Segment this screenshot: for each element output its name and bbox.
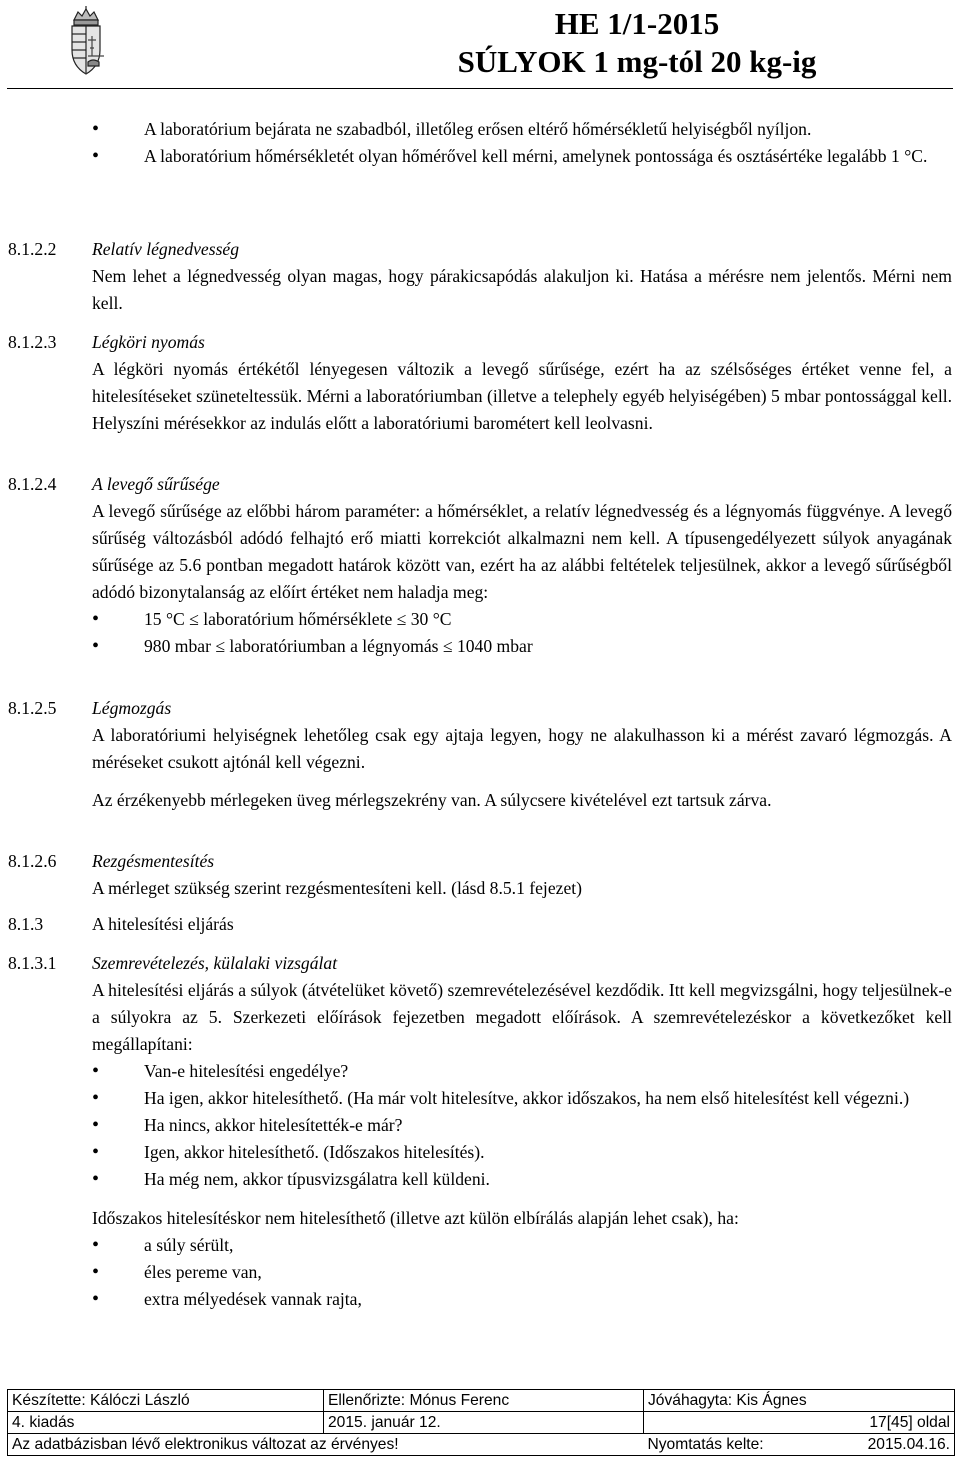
section-text-2: Időszakos hitelesítéskor nem hitelesíthető (illetve azt külön elbírálás alapján lehet csak), ha:	[92, 1208, 739, 1228]
section-title: Rezgésmentesítés	[92, 851, 215, 871]
document-subject: SÚLYOK 1 mg-tól 20 kg-ig	[457, 44, 817, 79]
section-8-1-2-6	[8, 848, 952, 902]
section-title: Szemrevételezés, külalaki vizsgálat	[92, 953, 338, 973]
footer-date: 2015. január 12.	[324, 1412, 644, 1434]
section-number: 8.1.2.5	[8, 698, 57, 718]
section-text: A mérleget szükség szerint rezgésmentesíteni kell. (lásd 8.5.1 fejezet)	[92, 878, 582, 898]
section-text: A levegő sűrűsége az előbbi három paraméter: a hőmérséklet, a relatív légnedvesség és a légnyomás függvénye. A levegő sűrűség változásból adódó felhajtó erő miatti korrekciót alkalmazni nem kell. A típusengedélyezett súlyok anyagának sűrűsége az 5.6 pontban megadott határok között van, ezért ha az alábbi feltételek teljesülnek, akkor a levegő sűrűségből adódó bizonytalanság az előírt értéket nem haladja meg:	[92, 501, 952, 602]
footer-approved-by: Jóváhagyta: Kis Ágnes	[644, 1390, 955, 1412]
section-8-1-2-5	[8, 695, 952, 814]
page-footer	[7, 1389, 954, 1456]
list-item: • a súly sérült,	[92, 1232, 952, 1259]
list-item: • Van-e hitelesítési engedélye?	[92, 1058, 952, 1085]
document-title	[372, 4, 902, 82]
list-item: • A laboratórium bejárata ne szabadból, illetőleg erősen eltérő hőmérsékletű helyiségből nyíljon.	[92, 116, 952, 143]
bullet-list-top	[92, 116, 952, 170]
section-number: 8.1.2.2	[8, 239, 57, 259]
section-8-1-3	[8, 911, 952, 938]
list-item: • éles pereme van,	[92, 1259, 952, 1286]
list-item: • Igen, akkor hitelesíthető. (Időszakos hitelesítés).	[92, 1139, 952, 1166]
list-item: • Ha még nem, akkor típusvizsgálatra kell küldeni.	[92, 1166, 952, 1193]
list-item: • extra mélyedések vannak rajta,	[92, 1286, 952, 1313]
section-title: Relatív légnedvesség	[92, 239, 240, 259]
section-text: A laboratóriumi helyiségnek lehetőleg csak egy ajtaja legyen, hogy ne alakulhasson ki a mérést zavaró légmozgás. A méréseket csukott ajtónál kell végezni.	[92, 725, 952, 772]
footer-checked-by: Ellenőrizte: Mónus Ferenc	[324, 1390, 644, 1412]
section-8-1-2-2	[8, 236, 952, 317]
section-title: Légmozgás	[92, 698, 172, 718]
section-number: 8.1.2.4	[8, 474, 57, 494]
list-item: • 15 °C ≤ laboratórium hőmérséklete ≤ 30 °C	[92, 606, 952, 633]
section-number: 8.1.2.6	[8, 851, 57, 871]
footer-prepared-by: Készítette: Kálóczi László	[8, 1390, 324, 1412]
list-item: • Ha nincs, akkor hitelesítették-e már?	[92, 1112, 952, 1139]
section-text: A hitelesítési eljárás a súlyok (átvételüket követő) szemrevételezésével kezdődik. Itt kell megvizsgálni, hogy teljesülnek-e a súlyokra az 5. Szerkezeti előírások fejezetben megadott előírások. A szemrevételezéskor a következőket kell megállapítani:	[92, 980, 952, 1054]
page-header	[0, 0, 960, 92]
section-title: Légköri nyomás	[92, 332, 205, 352]
section-title: A hitelesítési eljárás	[92, 914, 234, 934]
footer-table	[7, 1389, 955, 1456]
footer-print-date: 2015.04.16.	[867, 1436, 950, 1453]
hungarian-coat-of-arms-icon	[66, 6, 106, 78]
footer-page-number: 17[45] oldal	[644, 1412, 955, 1434]
footer-print-info	[644, 1434, 955, 1456]
list-item: • Ha igen, akkor hitelesíthető. (Ha már volt hitelesítve, akkor időszakos, ha nem első hitelesítést kell végezni.)	[92, 1085, 952, 1112]
list-item: • 980 mbar ≤ laboratóriumban a légnyomás ≤ 1040 mbar	[92, 633, 952, 660]
section-text: Nem lehet a légnedvesség olyan magas, hogy párakicsapódás alakuljon ki. Hatása a mérésre nem jelentős. Mérni nem kell.	[92, 266, 952, 313]
document-code: HE 1/1-2015	[554, 6, 720, 41]
list-item: • A laboratórium hőmérsékletét olyan hőmérővel kell mérni, amelynek pontossága és osztásértéke legalább 1 °C.	[92, 143, 952, 170]
section-8-1-2-4	[8, 471, 952, 660]
footer-print-label: Nyomtatás kelte:	[647, 1436, 764, 1453]
footer-validity-note: Az adatbázisban lévő elektronikus változat az érvényes!	[8, 1434, 644, 1456]
section-number: 8.1.2.3	[8, 332, 57, 352]
section-text: A légköri nyomás értékétől lényegesen változik a levegő sűrűsége, ezért ha az szélsőséges értéket venne fel, a hitelesítéseket szüneteltessük. Mérni a laboratóriumban (illetve a telephely egyéb helyiségében) 5 mbar pontossággal kell. Helyszíni mérésekkor az indulás előtt a laboratóriumi barométert kell leolvasni.	[92, 359, 952, 433]
section-number: 8.1.3	[8, 914, 44, 934]
section-number: 8.1.3.1	[8, 953, 57, 973]
section-text-2: Az érzékenyebb mérlegeken üveg mérlegszekrény van. A súlycsere kivételével ezt tartsuk zárva.	[92, 790, 772, 810]
section-title: A levegő sűrűsége	[92, 474, 220, 494]
section-8-1-2-3	[8, 329, 952, 437]
footer-edition: 4. kiadás	[8, 1412, 324, 1434]
header-divider	[7, 88, 953, 89]
section-8-1-3-1	[8, 950, 952, 1313]
